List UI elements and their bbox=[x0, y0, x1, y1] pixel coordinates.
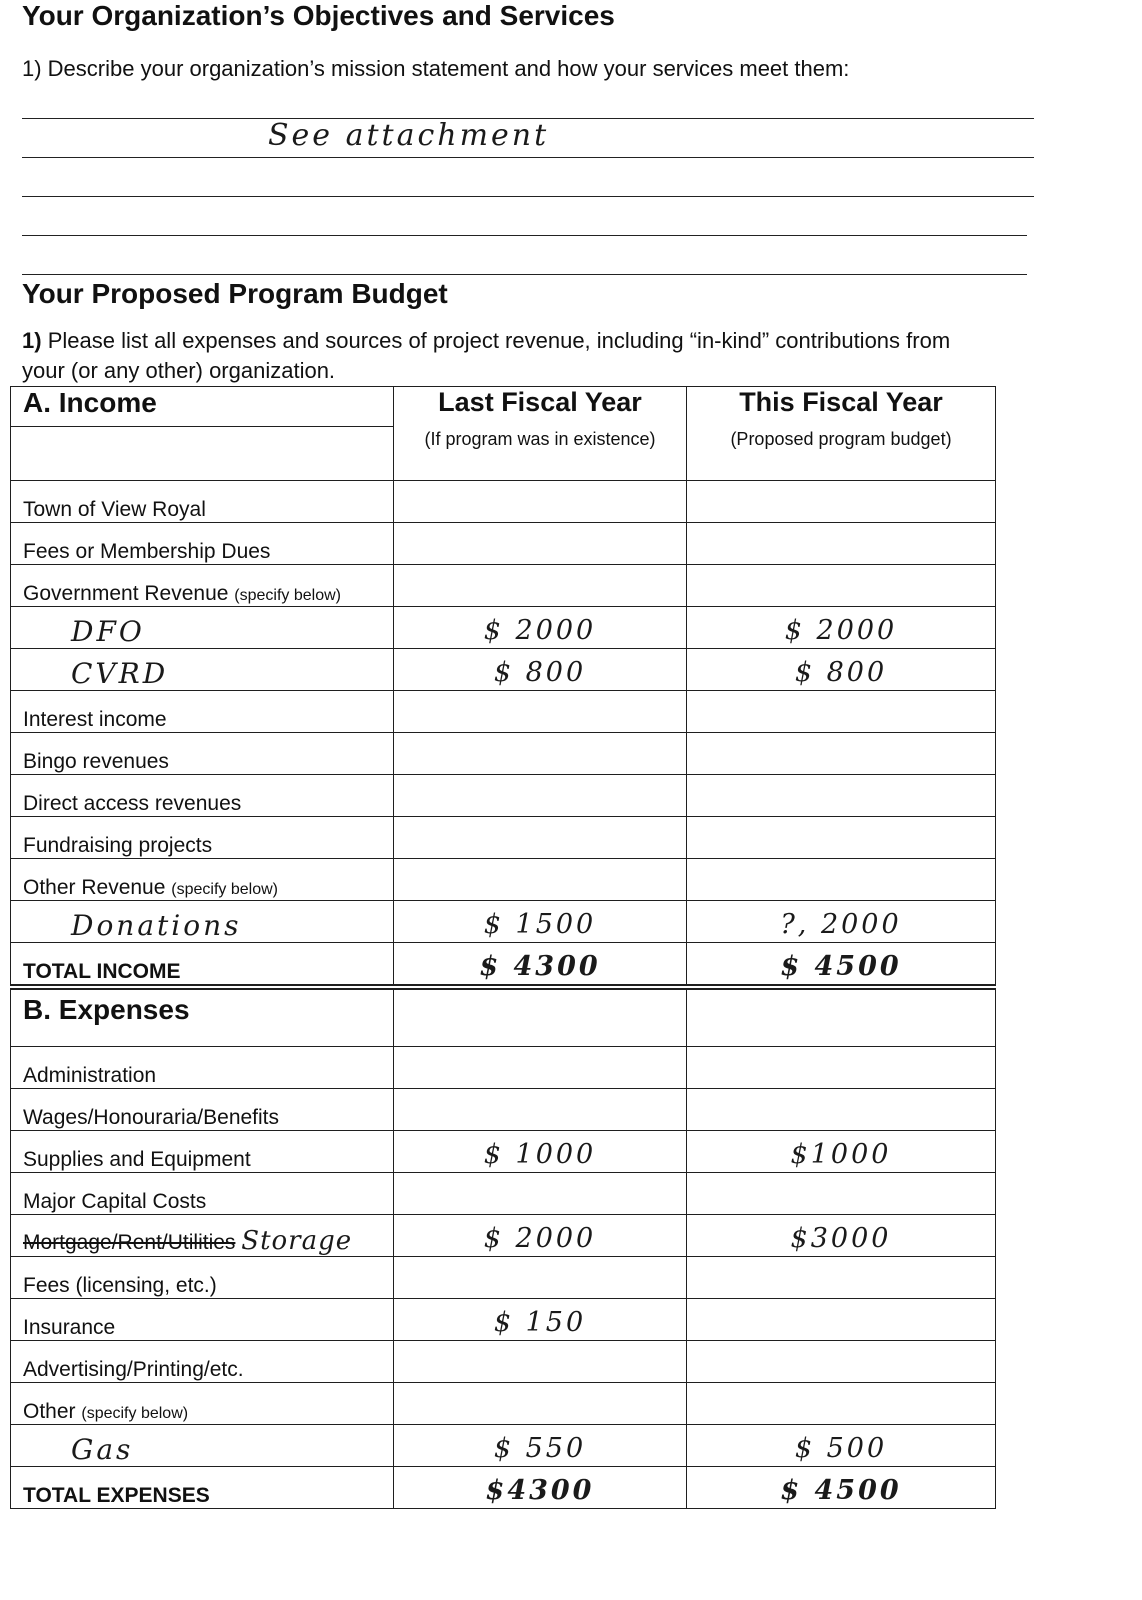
expense-last-amount: $ 2000 bbox=[394, 1215, 687, 1257]
income-label-cell bbox=[11, 523, 394, 565]
expense-label: Major Capital Costs bbox=[23, 1190, 207, 1213]
total-income-this: $ 4500 bbox=[687, 943, 996, 988]
mission-answer-handwritten: See attachment bbox=[268, 118, 550, 153]
budget-question bbox=[22, 326, 952, 386]
expense-last-amount: $ 1000 bbox=[394, 1131, 687, 1173]
income-this-amount bbox=[687, 775, 996, 817]
total-expenses-last: $4300 bbox=[394, 1467, 687, 1509]
expense-label: Administration bbox=[23, 1064, 157, 1087]
expense-this-amount: $1000 bbox=[687, 1131, 996, 1173]
income-last-amount bbox=[394, 775, 687, 817]
income-subheader-blank bbox=[11, 426, 394, 481]
expense-row bbox=[11, 1089, 996, 1131]
expense-row bbox=[11, 1341, 996, 1383]
expense-last-amount bbox=[394, 1089, 687, 1131]
income-row bbox=[11, 859, 996, 901]
expense-this-amount: $ 500 bbox=[687, 1425, 996, 1467]
objectives-title: Your Organization’s Objectives and Services bbox=[22, 0, 615, 31]
expense-row bbox=[11, 1257, 996, 1299]
expense-label-cell bbox=[11, 1089, 394, 1131]
answer-line-4 bbox=[22, 235, 1027, 236]
mission-question: 1) Describe your organization’s mission statement and how your services meet them: bbox=[22, 56, 850, 81]
income-label: Fundraising projects bbox=[23, 834, 213, 857]
budget-question-text: Please list all expenses and sources of project revenue, including “in-kind” contributions from your (or any other) organization. bbox=[22, 328, 951, 383]
expense-label-cell bbox=[11, 1299, 394, 1341]
answer-line-3 bbox=[22, 196, 1034, 197]
expense-row bbox=[11, 1131, 996, 1173]
income-last-amount: $ 2000 bbox=[394, 607, 687, 649]
col-this-fiscal-year: This Fiscal Year bbox=[687, 387, 996, 427]
expense-row bbox=[11, 1173, 996, 1215]
expense-label-cell bbox=[11, 1257, 394, 1299]
income-this-amount: ?, 2000 bbox=[687, 901, 996, 943]
expense-label: Insurance bbox=[23, 1316, 116, 1339]
income-this-amount bbox=[687, 481, 996, 523]
income-specify-note: (specify below) bbox=[171, 881, 278, 898]
expense-label-cell bbox=[11, 1425, 394, 1467]
expense-last-amount bbox=[394, 1341, 687, 1383]
expense-label: Other bbox=[23, 1400, 76, 1423]
expense-this-amount bbox=[687, 1173, 996, 1215]
expense-row bbox=[11, 1299, 996, 1341]
income-this-amount bbox=[687, 691, 996, 733]
income-specify-note: (specify below) bbox=[234, 587, 341, 604]
income-label-cell bbox=[11, 901, 394, 943]
col-this-subtitle: (Proposed program budget) bbox=[687, 426, 996, 481]
expense-label: Wages/Honouraria/Benefits bbox=[23, 1106, 280, 1129]
income-row bbox=[11, 523, 996, 565]
expense-this-amount bbox=[687, 1089, 996, 1131]
expense-row bbox=[11, 1047, 996, 1089]
income-this-amount: $ 2000 bbox=[687, 607, 996, 649]
income-row bbox=[11, 481, 996, 523]
income-last-amount bbox=[394, 481, 687, 523]
income-label-cell bbox=[11, 649, 394, 691]
income-header: A. Income bbox=[11, 387, 394, 427]
expense-label: Advertising/Printing/etc. bbox=[23, 1358, 244, 1381]
income-label-cell bbox=[11, 775, 394, 817]
income-label-cell bbox=[11, 565, 394, 607]
expense-last-amount bbox=[394, 1047, 687, 1089]
income-last-amount bbox=[394, 523, 687, 565]
income-label: Direct access revenues bbox=[23, 792, 242, 815]
income-this-amount bbox=[687, 859, 996, 901]
expense-label: Mortgage/Rent/Utilities bbox=[23, 1231, 236, 1254]
expenses-header-blank-this bbox=[687, 987, 996, 1047]
total-income-last: $ 4300 bbox=[394, 943, 687, 988]
income-label: Other Revenue bbox=[23, 876, 166, 899]
expense-last-amount bbox=[394, 1173, 687, 1215]
expense-row bbox=[11, 1215, 996, 1257]
total-income-label: TOTAL INCOME bbox=[11, 943, 394, 988]
income-row bbox=[11, 691, 996, 733]
income-row bbox=[11, 607, 996, 649]
income-this-amount bbox=[687, 523, 996, 565]
expense-specify-note: (specify below) bbox=[81, 1405, 189, 1422]
expense-this-amount bbox=[687, 1047, 996, 1089]
expense-label-cell bbox=[11, 1047, 394, 1089]
income-label: Donations bbox=[71, 909, 242, 942]
income-row bbox=[11, 733, 996, 775]
income-this-amount: $ 800 bbox=[687, 649, 996, 691]
col-last-fiscal-year: Last Fiscal Year bbox=[394, 387, 687, 427]
expense-label-cell bbox=[11, 1341, 394, 1383]
income-label-cell bbox=[11, 817, 394, 859]
col-last-subtitle: (If program was in existence) bbox=[394, 426, 687, 481]
expenses-header: B. Expenses bbox=[11, 987, 394, 1047]
income-label: Bingo revenues bbox=[23, 750, 169, 773]
income-row bbox=[11, 817, 996, 859]
income-this-amount bbox=[687, 817, 996, 859]
expense-this-amount bbox=[687, 1341, 996, 1383]
expense-this-amount bbox=[687, 1257, 996, 1299]
expense-label: Supplies and Equipment bbox=[23, 1148, 251, 1171]
income-row bbox=[11, 775, 996, 817]
expense-label-cell bbox=[11, 1215, 394, 1257]
expense-this-amount bbox=[687, 1383, 996, 1425]
expense-label: Fees (licensing, etc.) bbox=[23, 1274, 217, 1297]
income-this-amount bbox=[687, 565, 996, 607]
income-last-amount: $ 800 bbox=[394, 649, 687, 691]
income-last-amount bbox=[394, 817, 687, 859]
income-label: CVRD bbox=[71, 657, 169, 690]
income-row bbox=[11, 565, 996, 607]
income-last-amount: $ 1500 bbox=[394, 901, 687, 943]
expense-label: Gas bbox=[71, 1433, 134, 1466]
income-label-cell bbox=[11, 733, 394, 775]
expense-last-amount bbox=[394, 1257, 687, 1299]
answer-line-2 bbox=[22, 157, 1034, 158]
answer-line-5 bbox=[22, 274, 1027, 275]
expense-handwritten-note: Storage bbox=[241, 1226, 353, 1256]
income-label: Government Revenue bbox=[23, 582, 229, 605]
expense-label-cell bbox=[11, 1173, 394, 1215]
budget-title: Your Proposed Program Budget bbox=[22, 278, 448, 309]
income-label-cell bbox=[11, 691, 394, 733]
income-label-cell bbox=[11, 607, 394, 649]
expense-row bbox=[11, 1425, 996, 1467]
expense-this-amount bbox=[687, 1299, 996, 1341]
income-label-cell bbox=[11, 859, 394, 901]
income-last-amount bbox=[394, 733, 687, 775]
income-this-amount bbox=[687, 733, 996, 775]
expense-last-amount bbox=[394, 1383, 687, 1425]
income-row bbox=[11, 649, 996, 691]
expenses-header-blank-last bbox=[394, 987, 687, 1047]
expense-last-amount: $ 150 bbox=[394, 1299, 687, 1341]
income-last-amount bbox=[394, 691, 687, 733]
expense-label-cell bbox=[11, 1383, 394, 1425]
income-last-amount bbox=[394, 859, 687, 901]
expense-last-amount: $ 550 bbox=[394, 1425, 687, 1467]
total-expenses-label: TOTAL EXPENSES bbox=[11, 1467, 394, 1509]
income-row bbox=[11, 901, 996, 943]
income-label: Town of View Royal bbox=[23, 498, 206, 521]
income-last-amount bbox=[394, 565, 687, 607]
budget-question-number: 1) bbox=[22, 328, 42, 353]
total-expenses-this: $ 4500 bbox=[687, 1467, 996, 1509]
budget-table bbox=[10, 386, 995, 1509]
income-label: Fees or Membership Dues bbox=[23, 540, 271, 563]
income-label-cell bbox=[11, 481, 394, 523]
income-label: Interest income bbox=[23, 708, 167, 731]
expense-label-cell bbox=[11, 1131, 394, 1173]
income-label: DFO bbox=[71, 615, 145, 648]
expense-this-amount: $3000 bbox=[687, 1215, 996, 1257]
expense-row bbox=[11, 1383, 996, 1425]
